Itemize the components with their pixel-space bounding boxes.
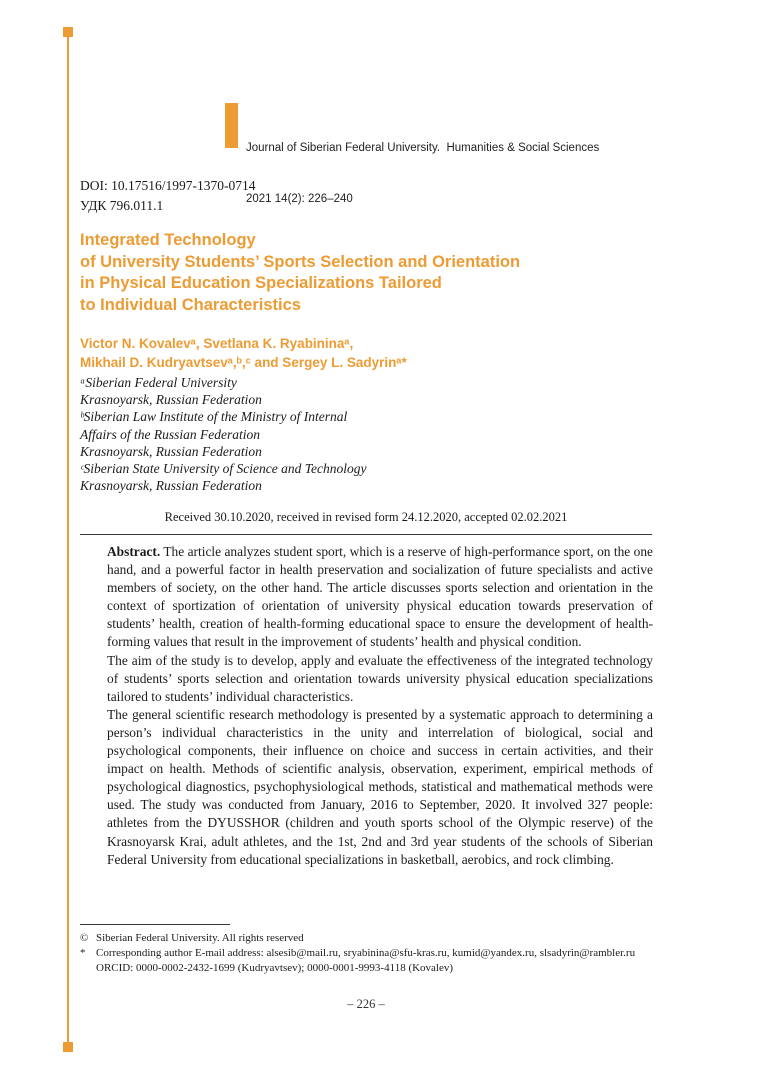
title-line: to Individual Characteristics <box>80 295 301 314</box>
orcid-text: ORCID: 0000-0002-2432-1699 (Kudryavtsev); 0000-0001-9993-4118 (Kovalev) <box>96 962 454 974</box>
title-line: of University Students’ Sports Selection and Orientation <box>80 252 521 271</box>
affiliation-line: Krasnoyarsk, Russian Federation <box>80 392 262 408</box>
udc: УДК 796.011.1 <box>80 198 164 213</box>
affiliation-line: Krasnoyarsk, Russian Federation <box>80 443 262 459</box>
page-number: – 226 – <box>347 997 385 1011</box>
received-dates: Received 30.10.2020, received in revised form 24.12.2020, accepted 02.02.2021 <box>164 510 568 524</box>
abstract <box>107 543 653 869</box>
author-line: Victor N. Kovalevᵃ, Svetlana K. Ryabininaᵃ, <box>80 336 354 351</box>
journal-issue: 2021 14(2): 226–240 <box>246 193 353 205</box>
abstract-paragraph: The aim of the study is to develop, apply and evaluate the effectiveness of the integrated technology of students’ sports selection and orientation towards university physical education specializations tailored to students’ individual characteristics. <box>107 652 653 704</box>
corresponding-text: Corresponding author E-mail address: alsesib@mail.ru, sryabinina@sfu-kras.ru, kumid@yandex.ru, slsadyrin@rambler.ru <box>96 947 636 959</box>
accent-square-top <box>63 27 73 37</box>
corresponding-marker: * <box>80 947 86 959</box>
copyright-note <box>80 931 658 946</box>
affiliations <box>80 374 655 494</box>
journal-header-accent-block <box>225 103 238 148</box>
left-accent-rail <box>63 27 73 1052</box>
affiliation-line: ᵇSiberian Law Institute of the Ministry of Internal <box>80 409 348 425</box>
footnote-rule <box>80 924 230 925</box>
accent-vertical-line <box>67 37 69 1042</box>
abstract-label: Abstract. <box>107 544 161 559</box>
affiliation-line: ᵃSiberian Federal University <box>80 375 237 390</box>
abstract-text: The article analyzes student sport, which is a reserve of high-performance sport, on the one hand, and a powerful factor in health preservation and socialization of future specialists and active members of society, on the other hand. The article discusses sports selection and orientation in the context of sportization of orientation of university physical education towards preservation of students’ health, creation of health-forming educational space to ensure the development of health-forming values that result in the improvement of students’ health and physical condition. <box>107 544 653 650</box>
author-line: Mikhail D. Kudryavtsevᵃ,ᵇ,ᶜ and Sergey L. Sadyrinᵃ* <box>80 354 407 370</box>
journal-name: Journal of Siberian Federal University. Humanities & Social Sciences <box>246 142 600 154</box>
copyright-text: Siberian Federal University. All rights reserved <box>96 932 304 944</box>
orcid-indent <box>80 961 96 976</box>
abstract-divider-rule <box>80 534 652 535</box>
copyright-marker: © <box>80 932 89 944</box>
affiliation-line: Affairs of the Russian Federation <box>80 426 260 442</box>
journal-header <box>246 106 599 242</box>
accent-square-bottom <box>63 1042 73 1052</box>
corresponding-author-note <box>80 946 658 961</box>
footnotes <box>80 931 658 976</box>
article-title <box>80 230 655 316</box>
title-line: in Physical Education Specializations Tailored <box>80 274 442 292</box>
orcid-note <box>80 961 658 976</box>
author-list <box>80 335 655 372</box>
title-line: Integrated Technology <box>80 231 256 249</box>
article-identifiers <box>80 176 256 216</box>
abstract-paragraph: The general scientific research methodology is presented by a systematic approach to determining a person’s individual characteristics in the unity and interrelation of biological, social and psychological components, their influence on choice and success in certain activities, and their impact on health. Methods of scientific analysis, observation, experiment, empirical methods of psychological diagnostics, psychophysiological methods, statistical and mathematical methods were used. The study was conducted from January, 2016 to September, 2020. It involved 327 people: athletes from the DYUSSHOR (children and youth sports school of the Olympic reserve) of the Krasnoyarsk Krai, adult athletes, and the 1st, 2nd and 3rd year students of the schools of Siberian Federal University from educational specializations in basketball, aerobics, and rock climbing. <box>107 706 653 867</box>
affiliation-line: Krasnoyarsk, Russian Federation <box>80 478 262 494</box>
abstract-paragraph <box>107 543 653 652</box>
doi: DOI: 10.17516/1997-1370-0714 <box>80 178 256 193</box>
affiliation-line: ᶜSiberian State University of Science and Technology <box>80 461 367 477</box>
